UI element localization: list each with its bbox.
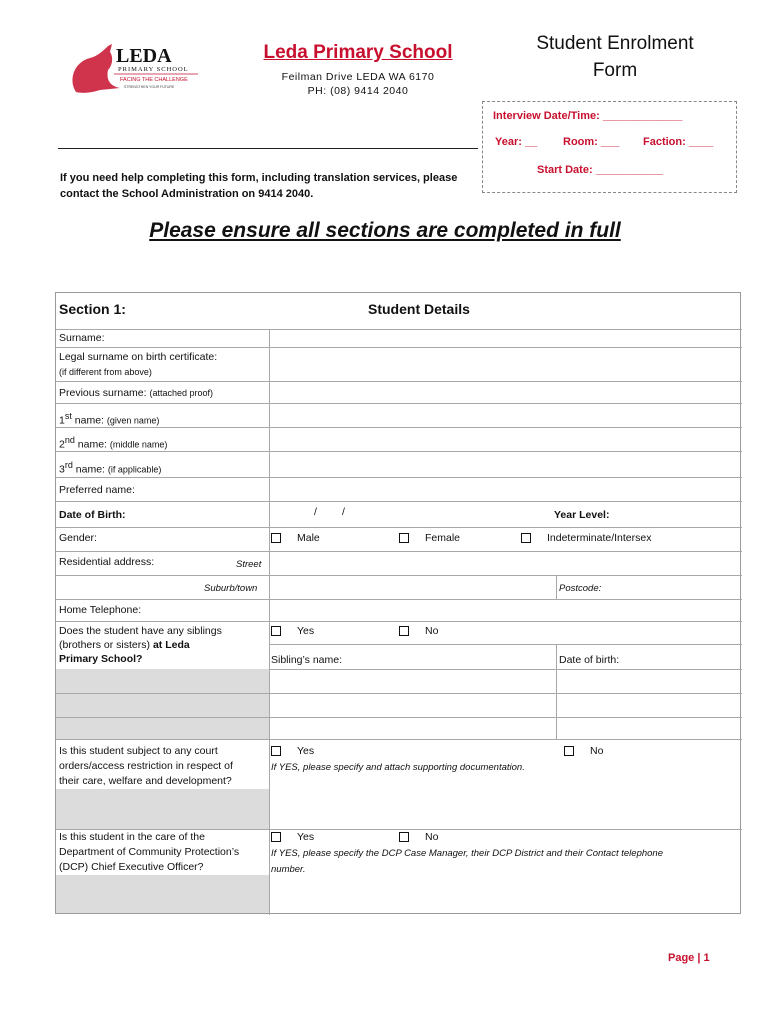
signature-line[interactable] (58, 148, 478, 149)
completion-notice: Please ensure all sections are completed in full (149, 219, 621, 242)
section-title: Student Details (368, 301, 470, 317)
interview-date-field[interactable]: Interview Date/Time: _____________ (493, 110, 683, 122)
year-field[interactable]: Year: __ (495, 136, 538, 148)
dcp-question-line-1: Is this student in the care of the (59, 831, 205, 843)
court-yes-option[interactable]: Yes (271, 744, 314, 759)
previous-surname-label: Previous surname: (attached proof) (59, 387, 214, 399)
faction-field[interactable]: Faction: ____ (643, 136, 714, 148)
residential-address-label: Residential address: (59, 556, 155, 568)
gender-female-option[interactable]: Female (399, 531, 460, 546)
sibling-label-shade (56, 669, 269, 739)
street-input[interactable] (270, 552, 741, 574)
third-name-label: 3rd name: (if applicable) (59, 460, 162, 476)
siblings-question-line-2: (brothers or sisters) at Leda (59, 639, 190, 651)
home-telephone-input[interactable] (270, 600, 741, 620)
gender-label: Gender: (59, 532, 97, 544)
second-name-label: 2nd name: (middle name) (59, 435, 168, 451)
previous-surname-input[interactable] (270, 382, 741, 402)
sibling-name-input-1[interactable] (270, 670, 555, 692)
school-phone: PH: (08) 9414 2040 (307, 85, 409, 97)
gender-male-option[interactable]: Male (271, 531, 320, 546)
sibling-dob-input-1[interactable] (557, 670, 741, 692)
siblings-yes-checkbox[interactable] (271, 626, 281, 636)
gender-indeterminate-option[interactable]: Indeterminate/Intersex (521, 531, 651, 546)
siblings-question-line-1: Does the student have any siblings (59, 625, 222, 637)
dcp-label-shade (56, 875, 269, 913)
dcp-question-line-2: Department of Community Protection’s (59, 846, 240, 858)
preferred-name-input[interactable] (270, 478, 741, 500)
logo-tagline: STRENGTHEN YOUR FUTURE (124, 85, 175, 89)
court-note: If YES, please specify and attach supporting documentation. (271, 762, 525, 773)
dcp-details-input[interactable] (270, 878, 741, 913)
court-question-line-2: orders/access restriction in respect of (59, 760, 233, 772)
student-details-form (55, 292, 741, 914)
help-text: If you need help completing this form, including translation services, please contact the School Administration on 9414 2040. (60, 172, 458, 200)
first-name-label: 1st name: (given name) (59, 411, 160, 427)
home-telephone-label: Home Telephone: (59, 604, 142, 616)
dob-separator-2: / (342, 506, 345, 518)
school-address-block (248, 70, 468, 98)
section-label: Section 1: (59, 301, 126, 317)
siblings-question-line-3: Primary School? (59, 653, 143, 665)
sibling-dob-input-2[interactable] (557, 694, 741, 716)
kangaroo-icon (72, 44, 120, 93)
court-label-shade (56, 789, 269, 829)
sibling-name-input-2[interactable] (270, 694, 555, 716)
indeterminate-checkbox[interactable] (521, 533, 531, 543)
preferred-name-label: Preferred name: (59, 484, 135, 496)
logo-name: LEDA (116, 45, 172, 67)
dcp-note-line-2: number. (271, 864, 306, 875)
school-address: Feilman Drive LEDA WA 6170 (281, 71, 435, 83)
dcp-question-line-3: (DCP) Chief Executive Officer? (59, 861, 204, 873)
page-number: Page | 1 (668, 952, 710, 964)
court-no-option[interactable]: No (564, 744, 603, 759)
start-date-field[interactable]: Start Date: ___________ (537, 164, 663, 176)
court-question-line-3: their care, welfare and development? (59, 775, 232, 787)
second-name-input[interactable] (270, 428, 741, 450)
dcp-yes-option[interactable]: Yes (271, 830, 314, 845)
court-no-checkbox[interactable] (564, 746, 574, 756)
street-label: Street (236, 559, 262, 570)
school-name: Leda Primary School (263, 42, 453, 63)
logo-motto: FACING THE CHALLENGE (120, 77, 188, 83)
dcp-note-line-1: If YES, please specify the DCP Case Manager, their DCP District and their Contact telephone (271, 848, 663, 859)
surname-input[interactable] (270, 330, 741, 346)
third-name-input[interactable] (270, 452, 741, 476)
first-name-input[interactable] (270, 404, 741, 426)
form-title (500, 30, 730, 84)
sibling-dob-label: Date of birth: (559, 654, 620, 666)
sibling-name-input-3[interactable] (270, 718, 555, 738)
year-level-label: Year Level: (554, 509, 610, 521)
sibling-dob-input-3[interactable] (557, 718, 741, 738)
court-details-input[interactable] (270, 776, 741, 828)
dcp-no-checkbox[interactable] (399, 832, 409, 842)
suburb-input[interactable] (270, 576, 555, 598)
male-checkbox[interactable] (271, 533, 281, 543)
logo-subtitle: PRIMARY SCHOOL (118, 66, 189, 73)
court-yes-checkbox[interactable] (271, 746, 281, 756)
siblings-yes-option[interactable]: Yes (271, 624, 314, 639)
dob-input[interactable] (270, 502, 550, 526)
school-logo (64, 40, 204, 100)
sibling-name-label: Sibling’s name: (271, 654, 343, 666)
room-field[interactable]: Room: ___ (563, 136, 620, 148)
dcp-no-option[interactable]: No (399, 830, 438, 845)
dcp-yes-checkbox[interactable] (271, 832, 281, 842)
dob-label: Date of Birth: (59, 509, 126, 521)
female-checkbox[interactable] (399, 533, 409, 543)
legal-surname-input[interactable] (270, 348, 741, 380)
surname-label: Surname: (59, 332, 105, 344)
suburb-label: Suburb/town (204, 583, 258, 594)
siblings-no-checkbox[interactable] (399, 626, 409, 636)
legal-surname-note: (if different from above) (59, 367, 152, 377)
dob-separator-1: / (314, 506, 317, 518)
postcode-label: Postcode: (559, 583, 602, 594)
form-title-line-1: Student Enrolment (536, 33, 694, 54)
office-use-box (482, 101, 737, 193)
form-title-line-2: Form (592, 60, 638, 81)
legal-surname-label: Legal surname on birth certificate: (59, 351, 218, 363)
court-question-line-1: Is this student subject to any court (59, 745, 218, 757)
siblings-no-option[interactable]: No (399, 624, 438, 639)
